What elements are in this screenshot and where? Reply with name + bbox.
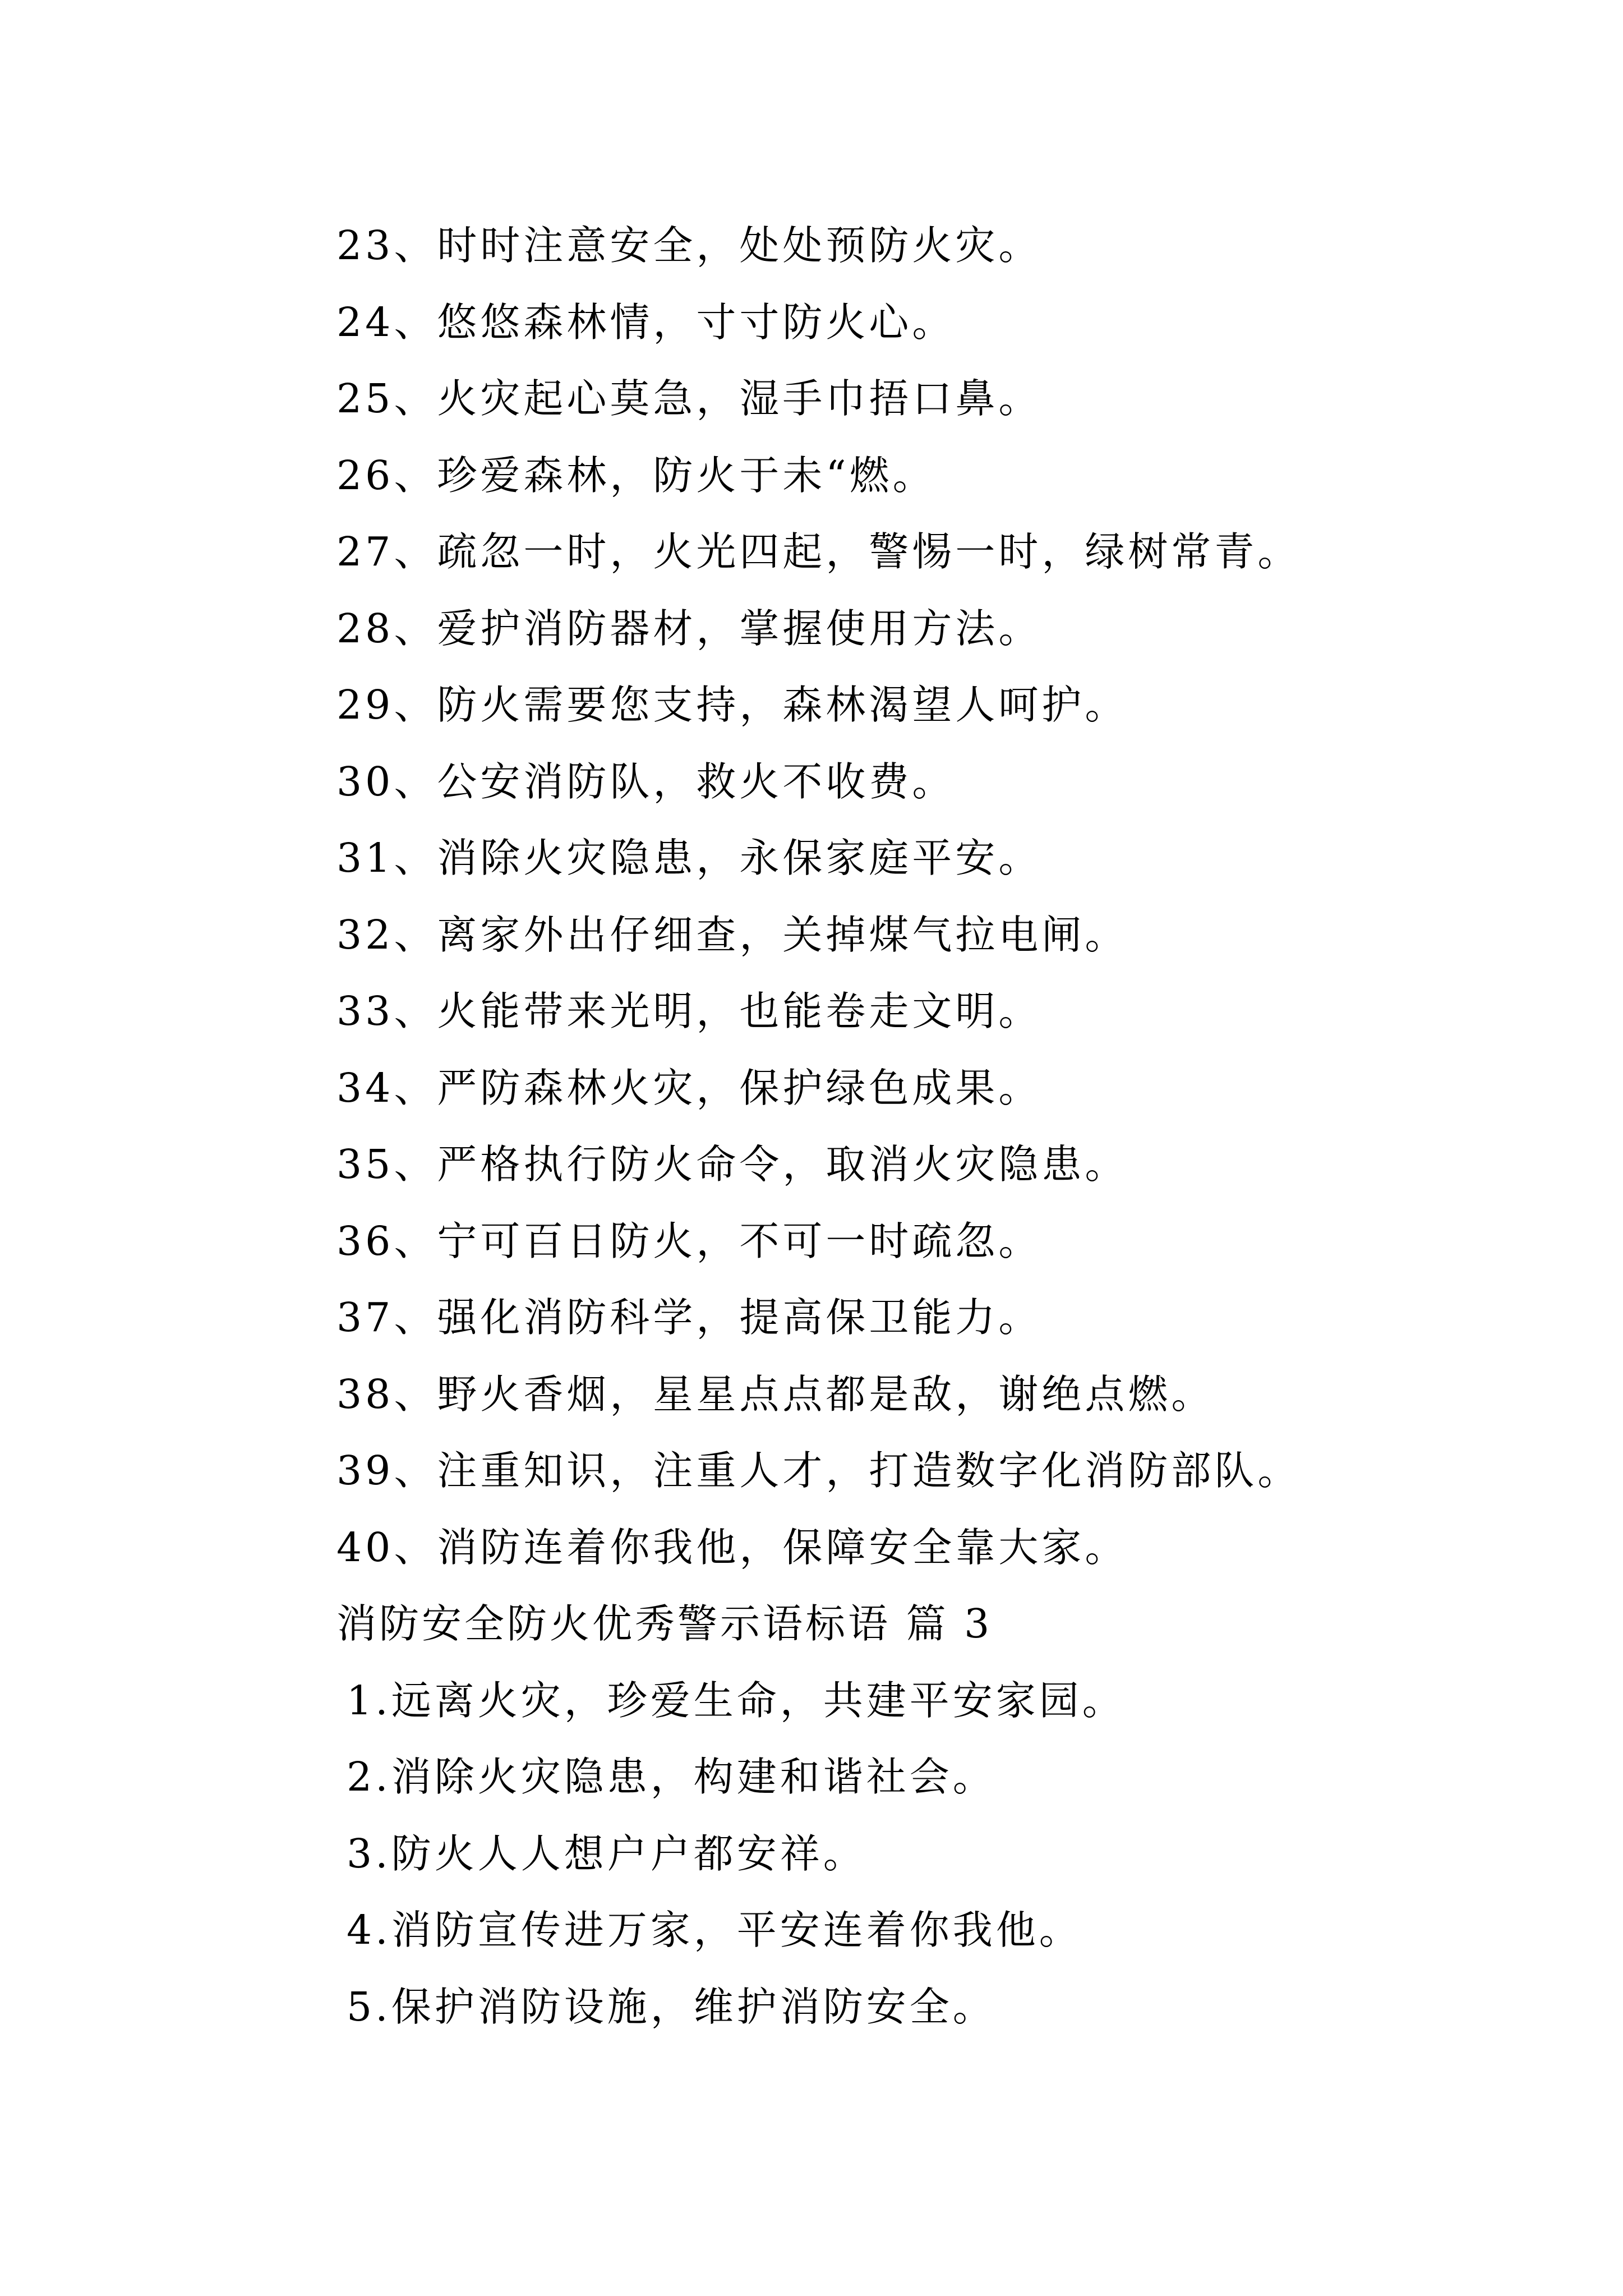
slogan-item-33: 33、火能带来光明，也能卷走文明。 (336, 988, 1042, 1034)
slogan-item-27: 27、疏忽一时，火光四起，警惕一时，绿树常青。 (336, 528, 1301, 575)
slogan-list (336, 208, 1301, 2045)
slogan-item-26: 26、珍爱森林，防火于未“燃。 (336, 452, 936, 499)
slogan-item-39: 39、注重知识，注重人才，打造数字化消防部队。 (336, 1447, 1301, 1494)
slogan-item-35: 35、严格执行防火命令，取消火灾隐患。 (336, 1141, 1128, 1188)
slogan-item-24: 24、悠悠森林情，寸寸防火心。 (336, 298, 956, 346)
slogan-item-29: 29、防火需要您支持，森林渴望人呵护。 (336, 682, 1128, 728)
slogan-item-3-3: 3.防火人人想户户都安祥。 (347, 1830, 866, 1877)
slogan-item-38: 38、野火香烟，星星点点都是敌，谢绝点燃。 (336, 1370, 1215, 1418)
slogan-item-40: 40、消防连着你我他，保障安全靠大家。 (336, 1524, 1128, 1571)
slogan-item-30: 30、公安消防队，救火不收费。 (336, 758, 956, 805)
slogan-item-31: 31、消除火灾隐患，永保家庭平安。 (336, 835, 1042, 881)
slogan-item-28: 28、爱护消防器材，掌握使用方法。 (336, 605, 1042, 652)
slogan-item-3-1: 1.远离火灾，珍爱生命，共建平安家园。 (347, 1677, 1126, 1724)
slogan-item-23: 23、时时注意安全，处处预防火灾。 (336, 222, 1042, 269)
slogan-item-25: 25、火灾起心莫急，湿手巾捂口鼻。 (336, 375, 1042, 422)
section-heading: 消防安全防火优秀警示语标语 篇 3 (336, 1600, 993, 1647)
slogan-item-3-4: 4.消防宣传进万家，平安连着你我他。 (347, 1907, 1082, 1953)
slogan-item-34: 34、严防森林火灾，保护绿色成果。 (336, 1064, 1042, 1111)
slogan-item-36: 36、宁可百日防火，不可一时疏忽。 (336, 1217, 1042, 1264)
slogan-item-32: 32、离家外出仔细查，关掉煤气拉电闸。 (336, 911, 1128, 958)
slogan-item-37: 37、强化消防科学，提高保卫能力。 (336, 1294, 1042, 1341)
slogan-item-3-2: 2.消除火灾隐患，构建和谐社会。 (347, 1754, 996, 1800)
slogan-item-3-5: 5.保护消防设施，维护消防安全。 (347, 1983, 996, 2030)
